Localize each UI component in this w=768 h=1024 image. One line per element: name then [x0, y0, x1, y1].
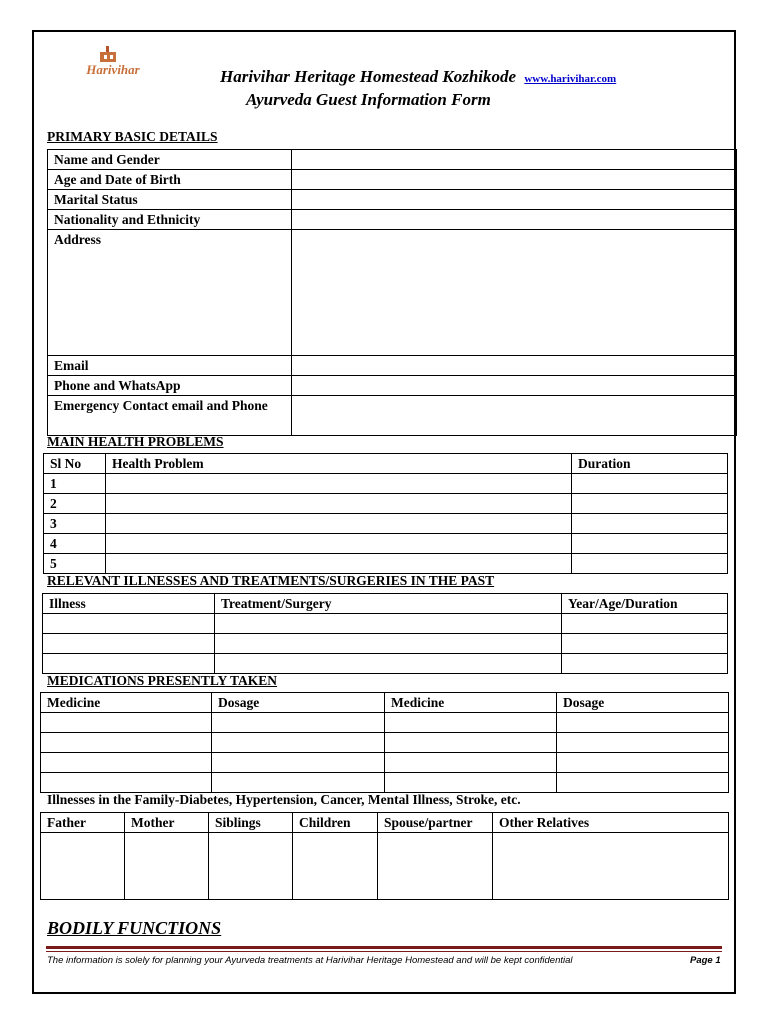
year-cell[interactable]	[562, 634, 728, 654]
row-number: 4	[44, 534, 106, 554]
col-header: Dosage	[557, 693, 729, 713]
medicine-cell[interactable]	[41, 773, 212, 793]
col-header: Illness	[43, 594, 215, 614]
health-problem-cell[interactable]	[106, 494, 572, 514]
footer-rule-thin	[46, 951, 722, 952]
primary-heading: PRIMARY BASIC DETAILS	[47, 129, 218, 144]
medicine-cell[interactable]	[41, 733, 212, 753]
col-header: Year/Age/Duration	[562, 594, 728, 614]
duration-cell[interactable]	[572, 554, 728, 574]
emergency-contact-field[interactable]	[292, 396, 737, 436]
row-number: 3	[44, 514, 106, 534]
medicine-cell[interactable]	[41, 753, 212, 773]
treatment-cell[interactable]	[215, 654, 562, 674]
past-illness-table	[42, 593, 728, 674]
duration-cell[interactable]	[572, 474, 728, 494]
past-illness-heading: RELEVANT ILLNESSES AND TREATMENTS/SURGERIES IN THE PAST	[47, 573, 495, 588]
col-header: Medicine	[385, 693, 557, 713]
medications-heading: MEDICATIONS PRESENTLY TAKEN	[47, 673, 278, 688]
col-header: Duration	[572, 454, 728, 474]
harivihar-logo	[78, 42, 148, 80]
duration-cell[interactable]	[572, 514, 728, 534]
row-label: Address	[48, 230, 292, 356]
medicine-cell[interactable]	[385, 733, 557, 753]
health-problem-cell[interactable]	[106, 514, 572, 534]
marital-status-field[interactable]	[292, 190, 737, 210]
col-header: Father	[41, 813, 125, 833]
row-label: Marital Status	[48, 190, 292, 210]
medicine-cell[interactable]	[41, 713, 212, 733]
spouse-cell[interactable]	[378, 833, 493, 900]
col-header: Dosage	[212, 693, 385, 713]
illness-cell[interactable]	[43, 654, 215, 674]
form-title: Harivihar Heritage Homestead Kozhikode www.harivihar.com	[220, 67, 617, 86]
duration-cell[interactable]	[572, 494, 728, 514]
medicine-cell[interactable]	[385, 713, 557, 733]
dosage-cell[interactable]	[212, 773, 385, 793]
col-header: Siblings	[209, 813, 293, 833]
row-number: 1	[44, 474, 106, 494]
age-dob-field[interactable]	[292, 170, 737, 190]
col-header: Treatment/Surgery	[215, 594, 562, 614]
footer-note: The information is solely for planning your Ayurveda treatments at Harivihar Heritage Homestead and will be kept confidential	[47, 955, 573, 966]
dosage-cell[interactable]	[557, 713, 729, 733]
row-label: Age and Date of Birth	[48, 170, 292, 190]
name-gender-field[interactable]	[292, 150, 737, 170]
col-header: Sl No	[44, 454, 106, 474]
col-header: Children	[293, 813, 378, 833]
siblings-cell[interactable]	[209, 833, 293, 900]
col-header: Medicine	[41, 693, 212, 713]
year-cell[interactable]	[562, 614, 728, 634]
primary-details-table	[47, 149, 737, 436]
medicine-cell[interactable]	[385, 773, 557, 793]
mother-cell[interactable]	[125, 833, 209, 900]
row-label: Name and Gender	[48, 150, 292, 170]
address-field[interactable]	[292, 230, 737, 356]
health-problem-cell[interactable]	[106, 554, 572, 574]
dosage-cell[interactable]	[557, 753, 729, 773]
health-problems-table	[43, 453, 728, 574]
svg-text:Harivihar: Harivihar	[86, 62, 140, 77]
health-problem-cell[interactable]	[106, 474, 572, 494]
row-label: Nationality and Ethnicity	[48, 210, 292, 230]
footer-rule	[46, 946, 722, 949]
page-number: Page 1	[690, 955, 721, 966]
col-header: Spouse/partner	[378, 813, 493, 833]
medicine-cell[interactable]	[385, 753, 557, 773]
family-illness-heading: Illnesses in the Family-Diabetes, Hypertension, Cancer, Mental Illness, Stroke, etc.	[47, 792, 521, 807]
treatment-cell[interactable]	[215, 634, 562, 654]
dosage-cell[interactable]	[212, 713, 385, 733]
dosage-cell[interactable]	[212, 733, 385, 753]
form-subtitle: Ayurveda Guest Information Form	[246, 90, 491, 109]
health-heading: MAIN HEALTH PROBLEMS	[47, 434, 224, 449]
row-label: Phone and WhatsApp	[48, 376, 292, 396]
illness-cell[interactable]	[43, 634, 215, 654]
health-problem-cell[interactable]	[106, 534, 572, 554]
col-header: Mother	[125, 813, 209, 833]
row-label: Emergency Contact email and Phone	[48, 396, 292, 436]
medications-table	[40, 692, 729, 793]
treatment-cell[interactable]	[215, 614, 562, 634]
col-header: Health Problem	[106, 454, 572, 474]
row-number: 2	[44, 494, 106, 514]
duration-cell[interactable]	[572, 534, 728, 554]
father-cell[interactable]	[41, 833, 125, 900]
dosage-cell[interactable]	[212, 753, 385, 773]
dosage-cell[interactable]	[557, 773, 729, 793]
illness-cell[interactable]	[43, 614, 215, 634]
nationality-field[interactable]	[292, 210, 737, 230]
family-illness-table	[40, 812, 729, 900]
email-field[interactable]	[292, 356, 737, 376]
col-header: Other Relatives	[493, 813, 729, 833]
website-link[interactable]: www.harivihar.com	[524, 73, 617, 85]
row-number: 5	[44, 554, 106, 574]
year-cell[interactable]	[562, 654, 728, 674]
row-label: Email	[48, 356, 292, 376]
bodily-functions-heading: BODILY FUNCTIONS	[47, 918, 222, 938]
children-cell[interactable]	[293, 833, 378, 900]
dosage-cell[interactable]	[557, 733, 729, 753]
phone-field[interactable]	[292, 376, 737, 396]
other-relatives-cell[interactable]	[493, 833, 729, 900]
